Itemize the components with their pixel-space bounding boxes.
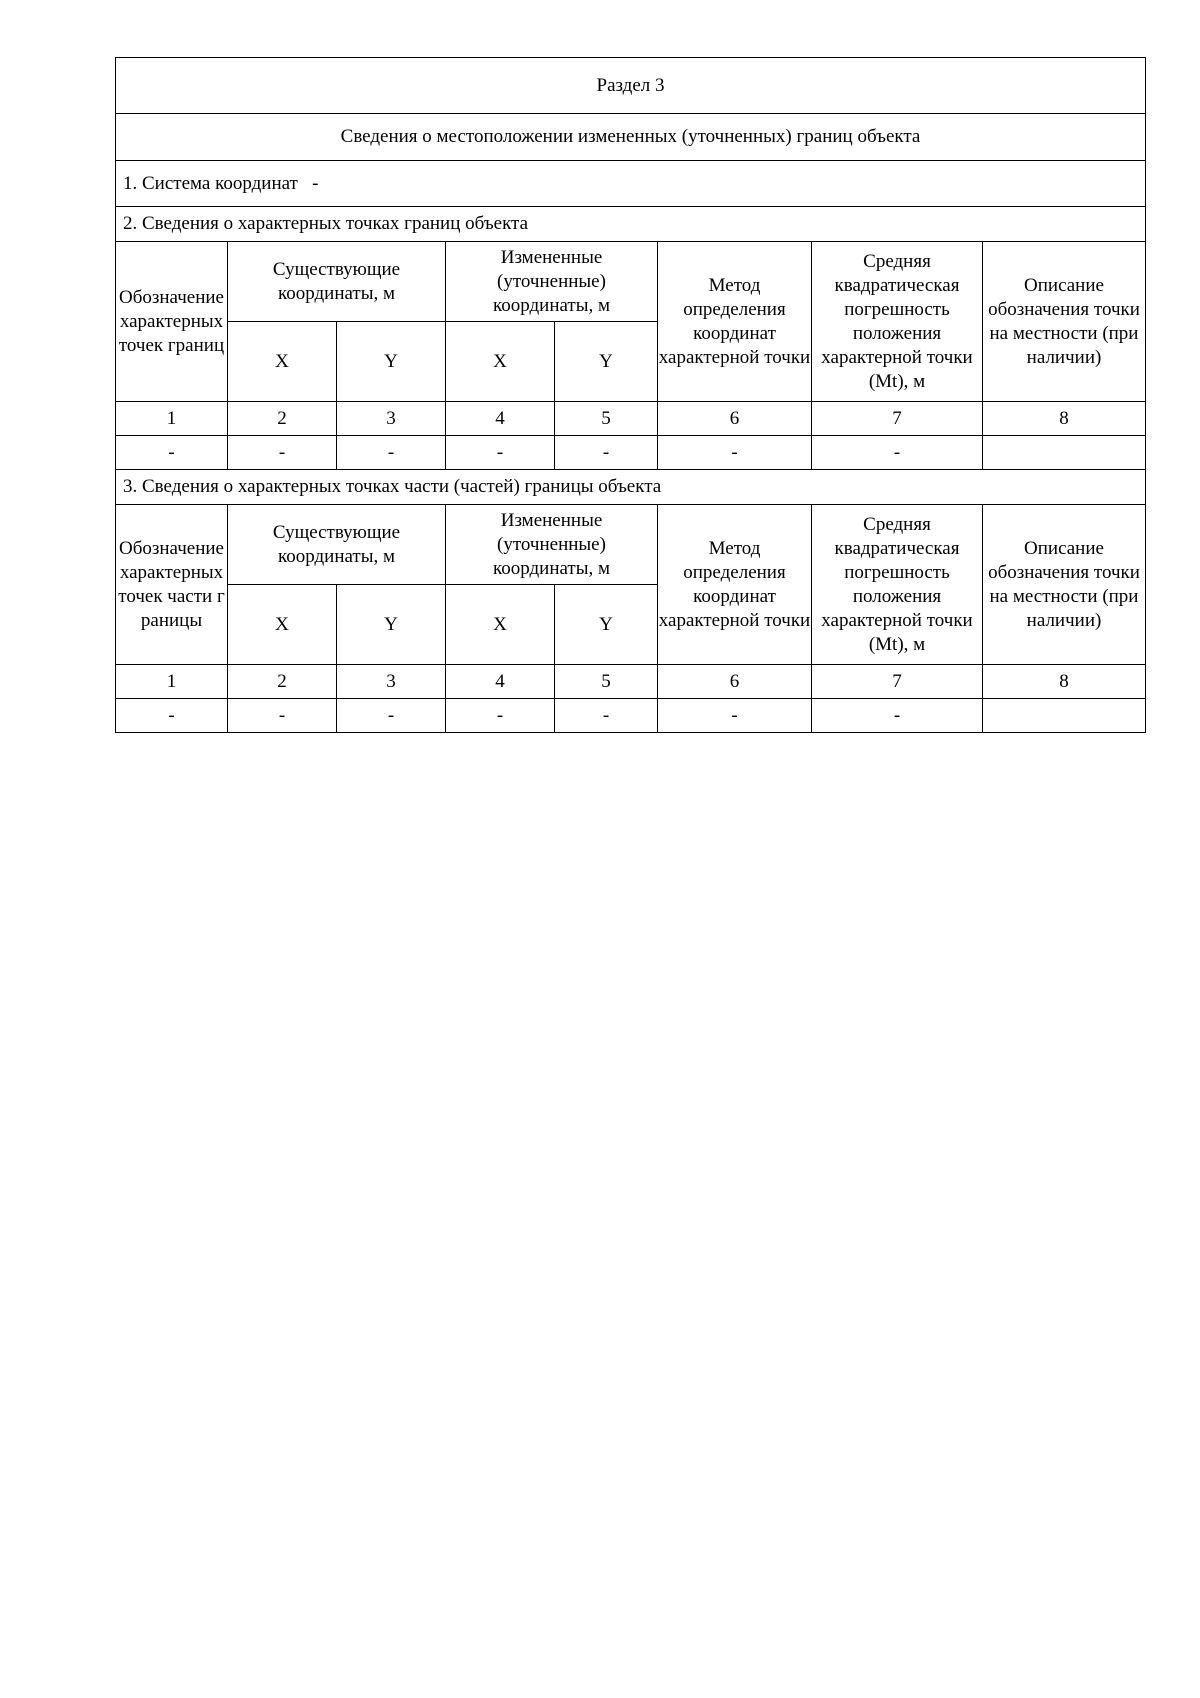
table2-cell: - — [658, 699, 812, 733]
table1-header-error: Средняя квадратическая погрешность положения характерной точки (Mt), м — [812, 242, 983, 402]
section-title: Раздел 3 — [116, 58, 1146, 114]
table2-header-description: Описание обозначения точки на местности (при наличии) — [983, 505, 1146, 665]
table1-col-number: 3 — [337, 402, 446, 436]
table1-col-number: 2 — [228, 402, 337, 436]
table1-header-existing: Существующие координаты, м — [228, 242, 446, 322]
table2-header-changed: Измененные (уточненные) координаты, м — [446, 505, 658, 585]
table1-header-method: Метод определения координат характерной точки — [658, 242, 812, 402]
table1-header-y-existing: Y — [337, 322, 446, 402]
table1-cell: - — [658, 436, 812, 470]
table2-col-number: 8 — [983, 665, 1146, 699]
table2-cell: - — [446, 699, 555, 733]
table2-col-number: 3 — [337, 665, 446, 699]
table1-col-number: 8 — [983, 402, 1146, 436]
table2-header-x-existing: X — [228, 585, 337, 665]
table2-cell: - — [337, 699, 446, 733]
table1-header-designation: Обозначение характерных точек границ — [116, 242, 228, 402]
table2-cell: - — [555, 699, 658, 733]
table2-header-y-changed: Y — [555, 585, 658, 665]
table1-col-number: 4 — [446, 402, 555, 436]
table2-header-error: Средняя квадратическая погрешность положения характерной точки (Mt), м — [812, 505, 983, 665]
table1-title: 2. Сведения о характерных точках границ объекта — [116, 207, 1146, 242]
table1-col-number: 1 — [116, 402, 228, 436]
table1-cell: - — [228, 436, 337, 470]
table1-col-number: 6 — [658, 402, 812, 436]
table2-col-number: 5 — [555, 665, 658, 699]
table2-col-number: 7 — [812, 665, 983, 699]
table2-cell: - — [812, 699, 983, 733]
table1-cell: - — [337, 436, 446, 470]
table2-header-designation: Обозначение характерных точек части границы — [116, 505, 228, 665]
table2-cell: - — [228, 699, 337, 733]
table2-col-number: 4 — [446, 665, 555, 699]
table2-col-number: 1 — [116, 665, 228, 699]
coordinate-system-value: - — [312, 172, 319, 194]
table2-header-x-changed: X — [446, 585, 555, 665]
table2-header-existing: Существующие координаты, м — [228, 505, 446, 585]
coordinate-system-label: 1. Система координат — [123, 172, 298, 194]
table1-header-description: Описание обозначения точки на местности (при наличии) — [983, 242, 1146, 402]
table1-header-y-changed: Y — [555, 322, 658, 402]
coordinate-system-row — [116, 161, 1146, 207]
table2-title: 3. Сведения о характерных точках части (частей) границы объекта — [116, 470, 1146, 505]
table2-header-method: Метод определения координат характерной точки — [658, 505, 812, 665]
table1-cell — [983, 436, 1146, 470]
table1-cell: - — [446, 436, 555, 470]
table2-col-number: 2 — [228, 665, 337, 699]
boundary-points-table — [115, 57, 1146, 733]
section-subtitle: Сведения о местоположении измененных (уточненных) границ объекта — [116, 114, 1146, 161]
table1-cell: - — [812, 436, 983, 470]
table2-cell: - — [116, 699, 228, 733]
table1-cell: - — [116, 436, 228, 470]
table1-col-number: 5 — [555, 402, 658, 436]
table2-cell — [983, 699, 1146, 733]
table1-header-changed: Измененные (уточненные) координаты, м — [446, 242, 658, 322]
table1-header-x-changed: X — [446, 322, 555, 402]
table1-header-x-existing: X — [228, 322, 337, 402]
table2-col-number: 6 — [658, 665, 812, 699]
table1-col-number: 7 — [812, 402, 983, 436]
table1-cell: - — [555, 436, 658, 470]
table2-header-y-existing: Y — [337, 585, 446, 665]
